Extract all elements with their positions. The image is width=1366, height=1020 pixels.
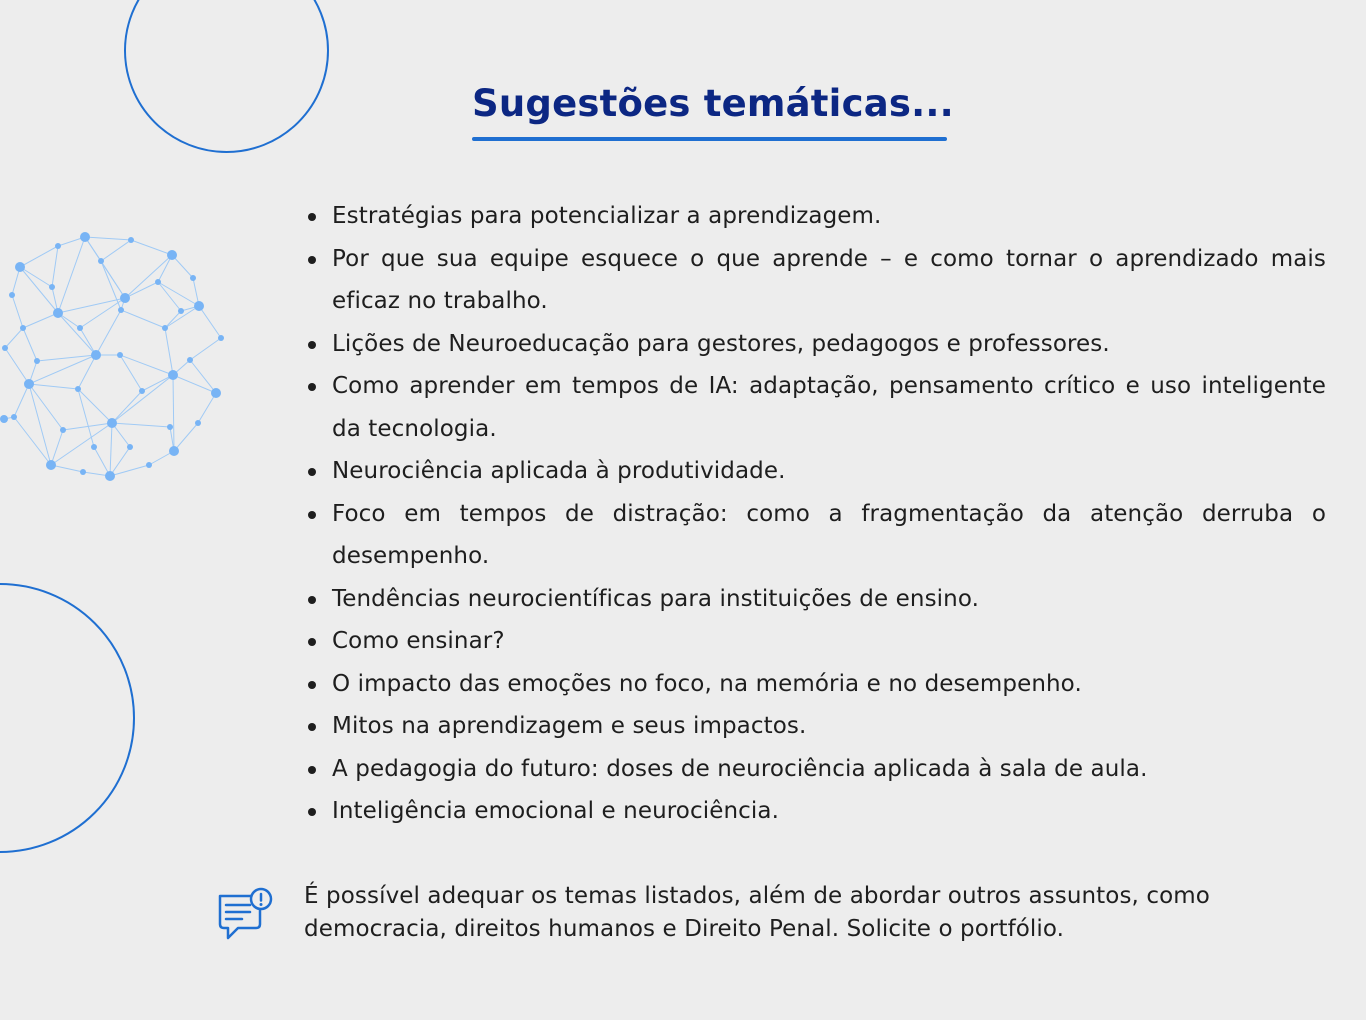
network-node xyxy=(118,307,124,313)
network-link xyxy=(51,430,63,465)
network-node xyxy=(167,424,173,430)
decorative-circle-top xyxy=(124,0,329,153)
network-link xyxy=(112,375,173,423)
network-node xyxy=(53,308,63,318)
network-link xyxy=(120,355,173,375)
network-node xyxy=(120,293,130,303)
network-link xyxy=(78,355,96,389)
network-link xyxy=(23,328,37,361)
network-link xyxy=(173,375,174,451)
network-link xyxy=(158,282,199,306)
network-node xyxy=(190,275,196,281)
network-node xyxy=(127,444,133,450)
list-item: Neurociência aplicada à produtividade. xyxy=(306,450,1326,493)
network-node xyxy=(139,388,145,394)
network-link xyxy=(20,267,52,287)
network-link xyxy=(173,375,216,393)
network-link xyxy=(58,313,96,355)
network-node xyxy=(178,308,184,314)
decorative-circle-left xyxy=(0,583,135,853)
network-link xyxy=(120,355,142,391)
network-node xyxy=(75,386,81,392)
network-node xyxy=(60,427,66,433)
network-node xyxy=(98,258,104,264)
network-node xyxy=(34,358,40,364)
network-link xyxy=(199,306,221,338)
network-node xyxy=(0,415,8,423)
network-link xyxy=(29,384,51,465)
topic-list xyxy=(306,195,1326,833)
network-link xyxy=(37,355,96,361)
network-link xyxy=(101,240,131,261)
list-item: Como ensinar? xyxy=(306,620,1326,663)
network-link xyxy=(58,298,125,313)
network-node xyxy=(146,462,152,468)
network-node xyxy=(55,243,61,249)
network-link xyxy=(131,240,172,255)
network-link xyxy=(121,310,165,328)
network-node xyxy=(155,279,161,285)
title-block xyxy=(472,78,954,144)
network-node xyxy=(107,418,117,428)
list-item: Tendências neurocientíficas para instituições de ensino. xyxy=(306,578,1326,621)
network-node xyxy=(194,301,204,311)
list-item: Como aprender em tempos de IA: adaptação, pensamento crítico e uso inteligente da tecnologia. xyxy=(306,365,1326,450)
network-node xyxy=(169,446,179,456)
network-link xyxy=(96,310,121,355)
list-item: Lições de Neuroeducação para gestores, pedagogos e professores. xyxy=(306,323,1326,366)
network-node xyxy=(11,414,17,420)
list-item: Estratégias para potencializar a aprendizagem. xyxy=(306,195,1326,238)
network-node xyxy=(218,335,224,341)
network-node xyxy=(168,370,178,380)
network-link xyxy=(5,348,29,384)
page-title: Sugestões temáticas... xyxy=(472,82,954,125)
portfolio-note: É possível adequar os temas listados, além de abordar outros assuntos, como democracia, direitos humanos e Direito Penal. Solicite o portfólio. xyxy=(304,883,1210,942)
network-link xyxy=(14,384,29,417)
network-node xyxy=(187,357,193,363)
network-link xyxy=(125,282,158,298)
network-node xyxy=(91,350,101,360)
network-link xyxy=(12,295,23,328)
network-link xyxy=(158,282,181,311)
network-link xyxy=(5,328,23,348)
network-link xyxy=(29,384,63,430)
chat-alert-icon xyxy=(216,886,274,942)
network-link xyxy=(58,237,85,313)
network-link xyxy=(101,261,125,298)
network-node xyxy=(49,284,55,290)
network-link xyxy=(174,423,198,451)
network-node xyxy=(105,471,115,481)
network-link xyxy=(198,393,216,423)
network-link xyxy=(112,391,142,423)
network-node xyxy=(80,469,86,475)
network-node xyxy=(15,262,25,272)
list-item: A pedagogia do futuro: doses de neurociência aplicada à sala de aula. xyxy=(306,748,1326,791)
network-node xyxy=(195,420,201,426)
list-item: Mitos na aprendizagem e seus impactos. xyxy=(306,705,1326,748)
list-item: O impacto das emoções no foco, na memória e no desempenho. xyxy=(306,663,1326,706)
network-link xyxy=(112,423,170,427)
network-link xyxy=(142,375,173,391)
network-node xyxy=(2,345,8,351)
network-node xyxy=(211,388,221,398)
network-node xyxy=(91,444,97,450)
network-node xyxy=(24,379,34,389)
network-link xyxy=(110,423,112,476)
network-node xyxy=(128,237,134,243)
network-sphere-icon xyxy=(0,225,230,485)
network-node xyxy=(80,232,90,242)
network-node xyxy=(167,250,177,260)
network-node xyxy=(20,325,26,331)
list-item: Inteligência emocional e neurociência. xyxy=(306,790,1326,833)
network-node xyxy=(46,460,56,470)
network-link xyxy=(14,417,51,465)
list-item: Por que sua equipe esquece o que aprende – e como tornar o aprendizado mais eficaz no trabalho. xyxy=(306,238,1326,323)
network-link xyxy=(52,246,58,287)
network-link xyxy=(165,328,173,375)
network-link xyxy=(85,237,131,240)
network-link xyxy=(20,246,58,267)
network-node xyxy=(117,352,123,358)
network-node xyxy=(9,292,15,298)
network-node xyxy=(77,325,83,331)
list-item: Foco em tempos de distração: como a fragmentação da atenção derruba o desempenho. xyxy=(306,493,1326,578)
network-link xyxy=(190,338,221,360)
network-node xyxy=(162,325,168,331)
network-link xyxy=(29,384,78,389)
network-link xyxy=(23,313,58,328)
title-underline xyxy=(472,137,947,141)
